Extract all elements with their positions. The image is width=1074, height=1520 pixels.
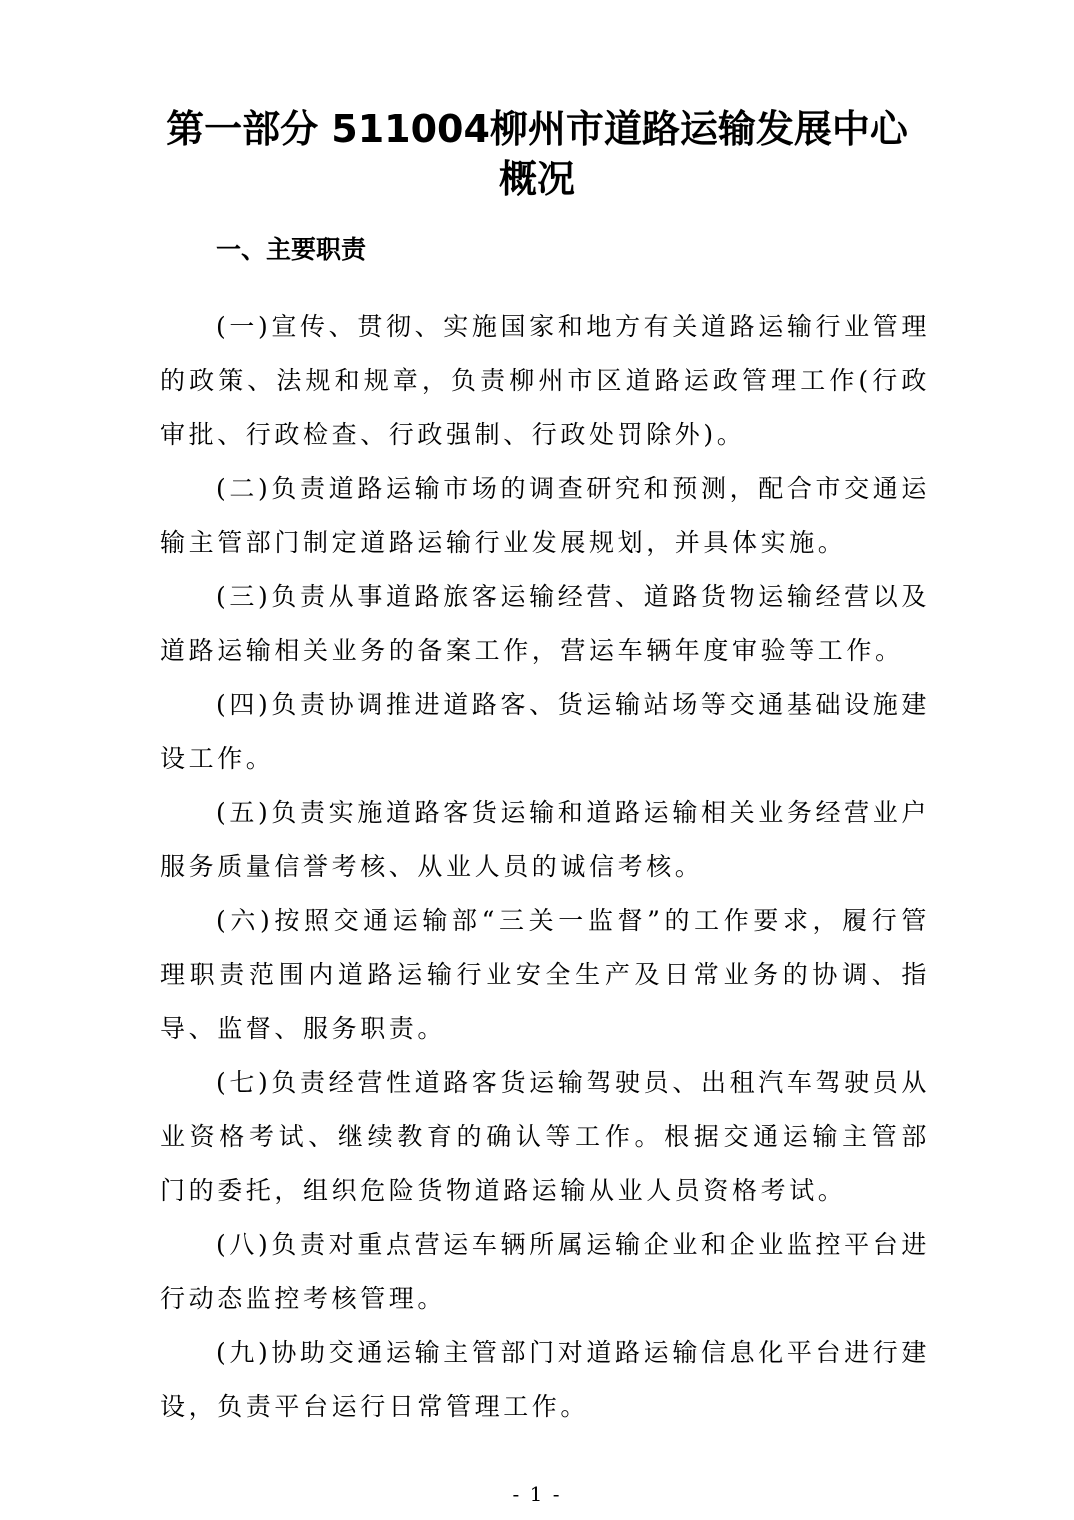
duty-paragraph-8: (八)负责对重点营运车辆所属运输企业和企业监控平台进行动态监控考核管理。 bbox=[160, 1230, 930, 1313]
page-title bbox=[0, 104, 1074, 204]
page-number: - 1 - bbox=[512, 1482, 562, 1506]
duty-paragraph-9: (九)协助交通运输主管部门对道路运输信息化平台进行建设，负责平台运行日常管理工作。 bbox=[160, 1338, 930, 1421]
duty-paragraph-1: (一)宣传、贯彻、实施国家和地方有关道路运输行业管理的政策、法规和规章，负责柳州市区道路运政管理工作(行政审批、行政检查、行政强制、行政处罚除外)。 bbox=[160, 312, 930, 449]
duty-paragraph-4: (四)负责协调推进道路客、货运输站场等交通基础设施建设工作。 bbox=[160, 690, 930, 773]
duty-paragraph-6: (六)按照交通运输部“三关一监督”的工作要求，履行管理职责范围内道路运输行业安全生产及日常业务的协调、指导、监督、服务职责。 bbox=[160, 906, 930, 1043]
page-title-line-1: 第一部分 511004柳州市道路运输发展中心 bbox=[166, 107, 908, 151]
section-heading: 一、主要职责 bbox=[216, 235, 367, 264]
duty-paragraph-2: (二)负责道路运输市场的调查研究和预测，配合市交通运输主管部门制定道路运输行业发展规划，并具体实施。 bbox=[160, 474, 930, 557]
page-title-line-2: 概况 bbox=[498, 157, 575, 201]
duty-paragraph-3: (三)负责从事道路旅客运输经营、道路货物运输经营以及道路运输相关业务的备案工作，营运车辆年度审验等工作。 bbox=[160, 582, 930, 665]
duty-paragraph-7: (七)负责经营性道路客货运输驾驶员、出租汽车驾驶员从业资格考试、继续教育的确认等工作。根据交通运输主管部门的委托，组织危险货物道路运输从业人员资格考试。 bbox=[160, 1068, 930, 1205]
document-body bbox=[160, 300, 930, 1434]
duty-paragraph-5: (五)负责实施道路客货运输和道路运输相关业务经营业户服务质量信誉考核、从业人员的诚信考核。 bbox=[160, 798, 930, 881]
